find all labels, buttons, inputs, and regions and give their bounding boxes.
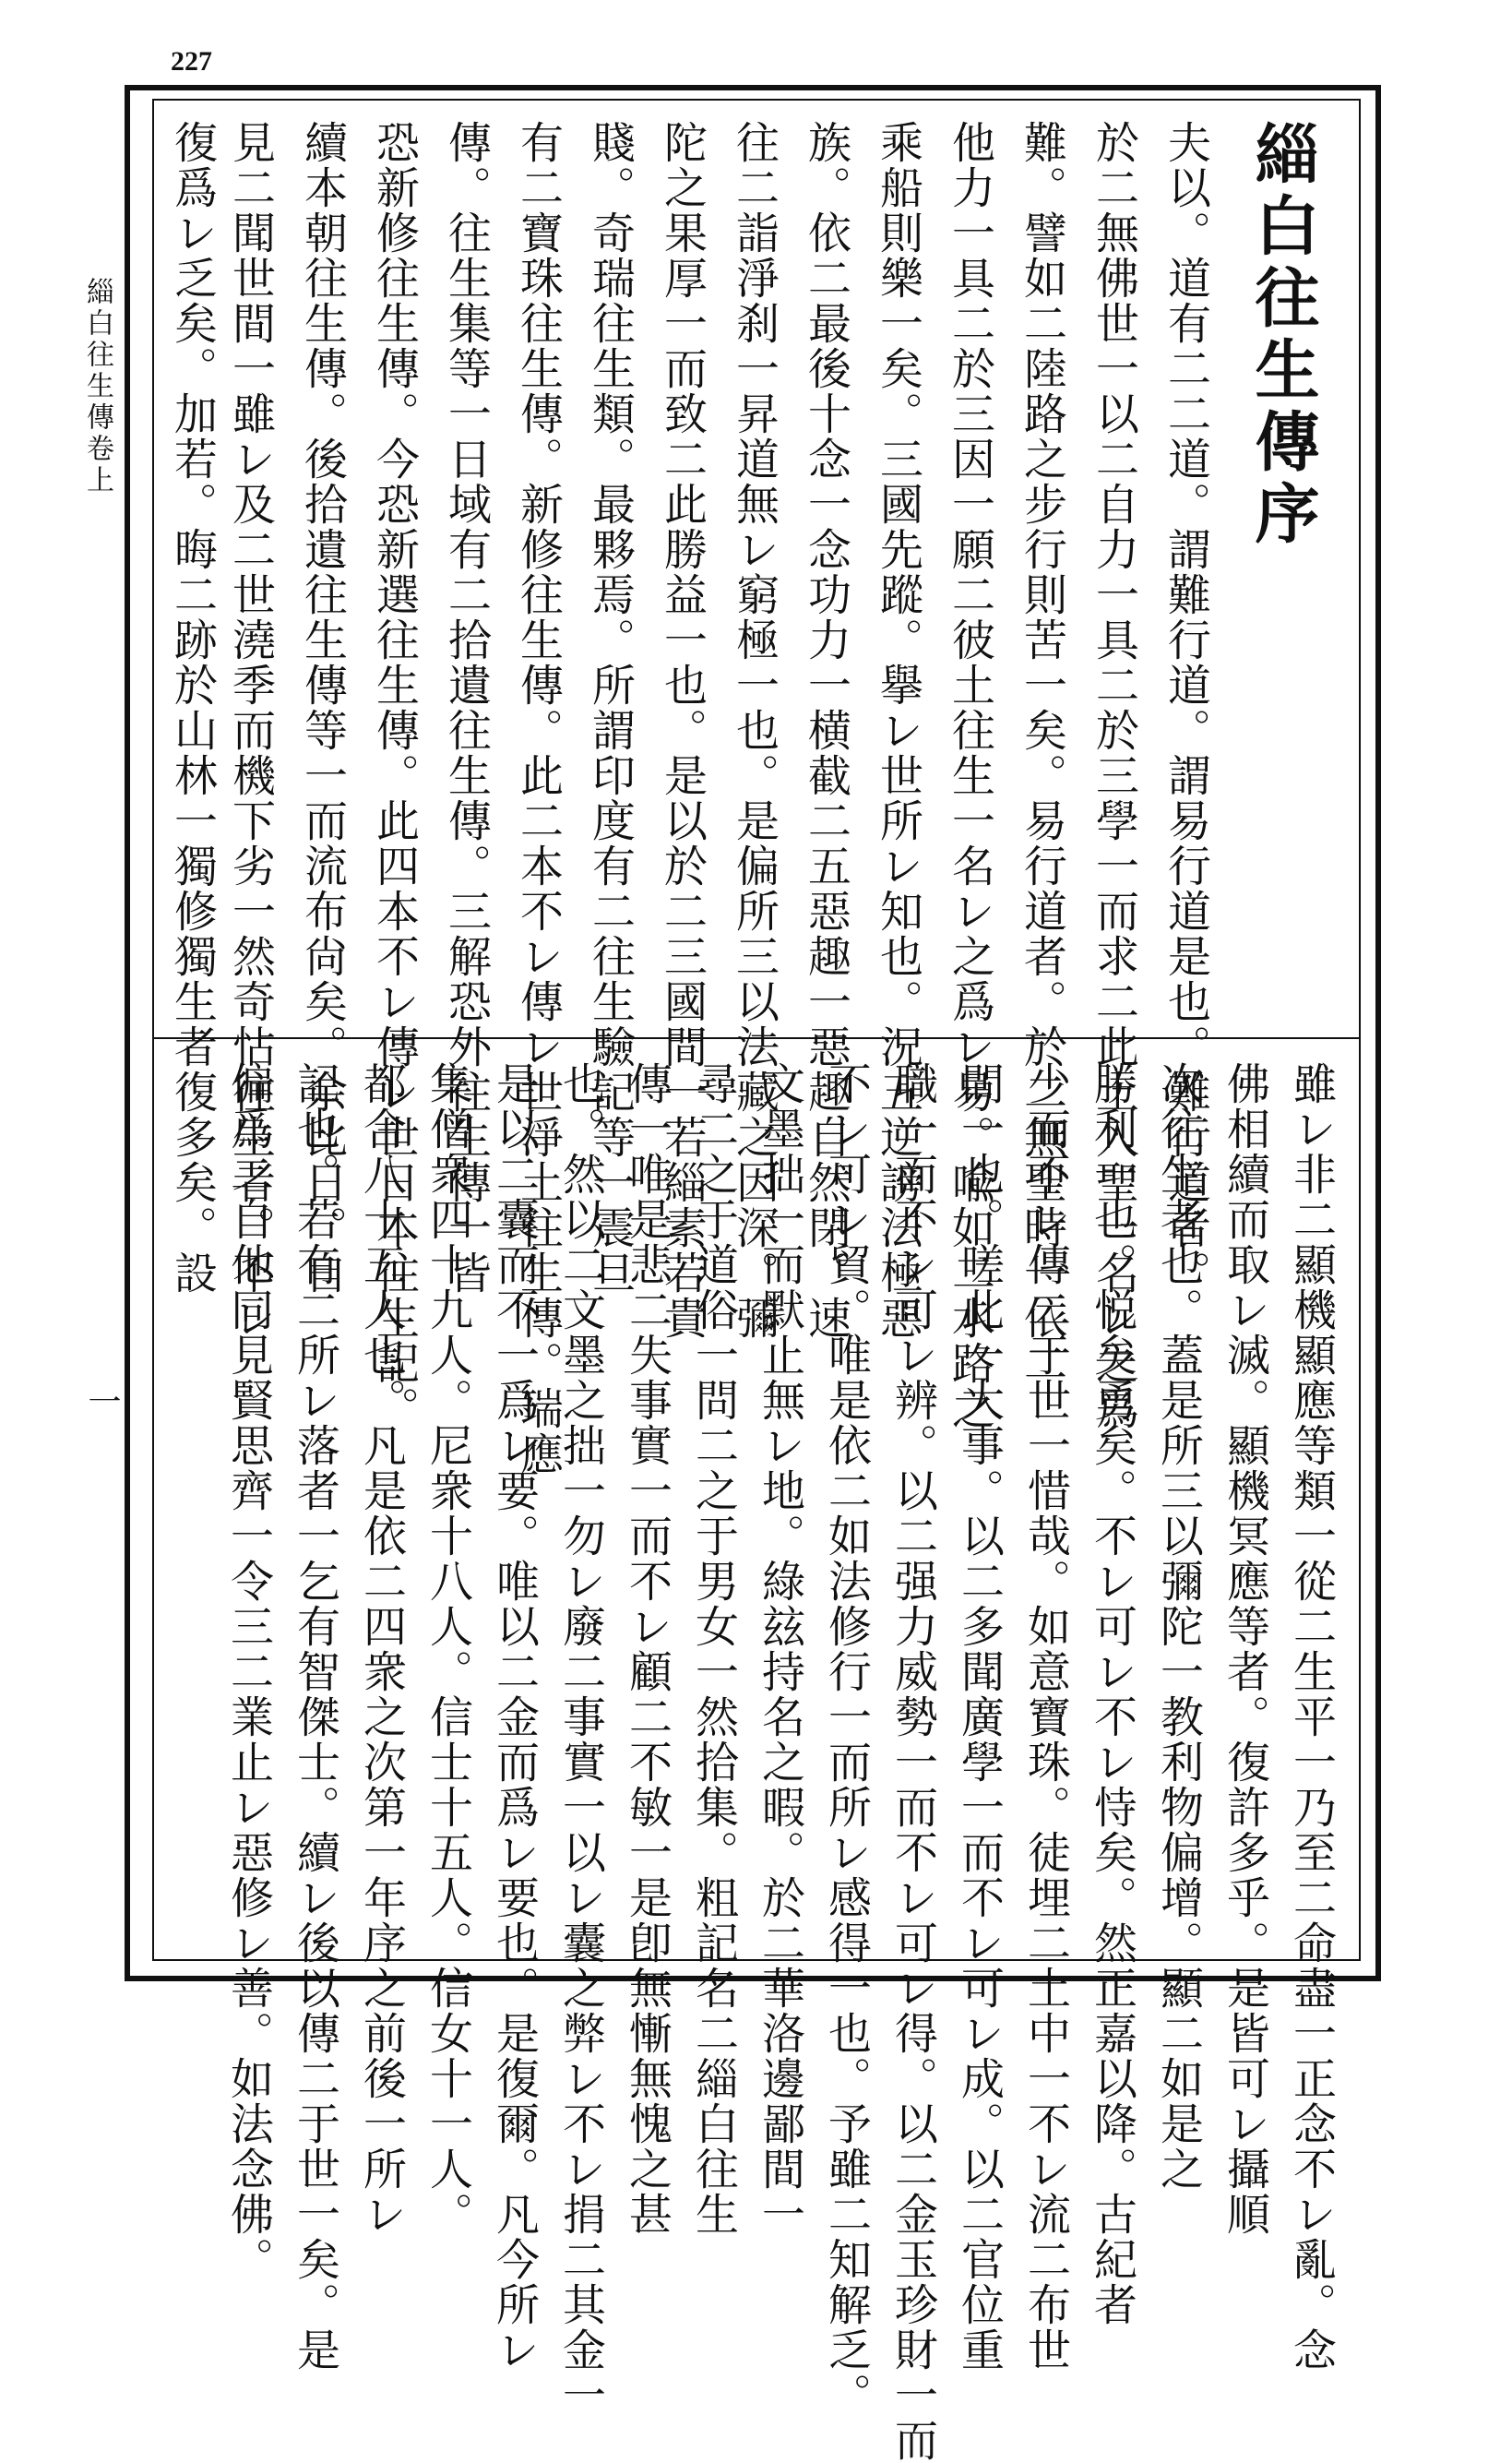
text-column: 往二詣淨刹一昇道無レ窮極一也。是偏所三以法藏之因深。彌 <box>729 120 780 1341</box>
text-column: 傳。往生集等一日域有二拾遺往生傳。三解恐外往生傳一皆 <box>441 120 492 1296</box>
text-column: 他力一具二於三因一願二彼土往生一名レ之爲レ易。喩如二水路之 <box>945 120 995 1431</box>
text-column: 傳一唯是悲二失事實一而不レ顧二不敏一是卽無慚無愧之甚 <box>622 1061 673 2237</box>
text-column: 職一而不レ可レ辨。以二强力威勢一而不レ可レ得。以二金玉珍財一而 <box>887 1061 938 2463</box>
page-number: 227 <box>171 46 212 77</box>
text-column: 次往生者也。蓋是所三以彌陀一教利物偏增。顯二如是之 <box>1153 1061 1204 2192</box>
text-column: 文墨拙一而默止無レ地。綠玆持名之暇。於二華洛邊鄙間一 <box>755 1061 805 2237</box>
text-column: 乘船則樂一矣。三國先蹤。擧レ世所レ知也。況五逆謗法極惡 <box>873 120 923 1341</box>
folio: 一 <box>83 1384 121 1417</box>
text-column: 夫以。道有二二道。謂難行道。謂易行道是也。難行道者。 <box>1161 120 1211 1296</box>
text-column: 間一也。嗟此一大事。以二多聞廣學一而不レ可レ成。以二官位重 <box>954 1061 1005 2373</box>
text-column: 雖レ非二顯機顯應等類一從二生平一乃至二命盡一正念不レ亂。念 <box>1286 1061 1337 2373</box>
text-column: 有二寶珠往生傳。新修往生傳。此二本不レ傳レ世淨土往生傳。瑞應 <box>513 120 564 1477</box>
text-column: 集僧衆四十九人。尼衆十八人。信士十五人。信女十一人。 <box>423 1061 473 2237</box>
text-column: 族。依二最後十念一念功力一横截二五惡趣一惡趣自然閉。速 <box>801 120 851 1341</box>
text-column: 陀之果厚一而致二此勝益一也。是以於二三國間一若緇素若貴 <box>657 120 708 1341</box>
text-column: 復爲レ乏矣。加若。晦二跡於山林一獨修獨生者復多矣。設 <box>167 120 218 1296</box>
text-column: 續本朝往生傳。後拾遺往生傳等一而流布尙矣。余比日。自 <box>297 120 348 1296</box>
running-head: 緇白往生傳卷上 <box>81 277 113 496</box>
text-column: 賤。奇瑞往生類。最夥焉。所謂印度有二往生驗記等一震旦 <box>585 120 636 1296</box>
section-title: 緇白往生傳序 <box>1244 120 1321 552</box>
text-column: 也。然以二文墨之拙一勿レ廢二事實一以レ囊之弊レ不レ捐二其金一 <box>555 1061 606 2418</box>
text-column: 不レ可レ貿。唯是依二如法修行一而所レ感得一也。予雖二知解乏。 <box>821 1061 872 2418</box>
text-column: 恐新修往生傳。今恐新選往生傳。此四本不レ傳レ世日本往生記。 <box>369 120 420 1431</box>
text-column: 都合八十五人也。凡是依二四衆之次第一年序之前後一所レ <box>356 1061 407 2237</box>
text-column: 難。譬如二陸路之步行則苦一矣。易行道者。於二無聖時一依二 <box>1017 120 1067 1386</box>
text-column: 見二聞世間一雖レ及二世澆季而機下劣一然奇怗往生者。不レ <box>225 120 276 1341</box>
text-column: 是以二囊而不一爲レ要。唯以二金而爲レ要也。是復爾。凡今所レ <box>489 1061 540 2373</box>
text-column: 少而不レ傳二于世一惜哉。如意寶珠。徒埋二土中一不レ流二布世 <box>1020 1061 1071 2373</box>
text-column: 偏爲二自他同見賢思齊一令三二業止レ惡修レ善。如法念佛。 <box>223 1061 274 2282</box>
text-column: 尋二之于道俗一問二之于男女一然拾集。粗記名二緇白往生 <box>688 1061 739 2237</box>
text-column: 記也。若有二所レ落者一乞有智傑士。續レ後以傳二于世一矣。是 <box>290 1061 340 2373</box>
text-column: 勝利一也。悦矣勇矣。不レ可レ不レ恃矣。然正嘉以降。古紀者 <box>1087 1061 1137 2327</box>
text-column: 於二無佛世一以二自力一具二於三學一而求二此土入聖一名レ之爲 <box>1089 120 1139 1431</box>
text-column: 佛相續而取レ滅。顯機冥應等者。復許多乎。是皆可レ攝順 <box>1220 1061 1270 2237</box>
